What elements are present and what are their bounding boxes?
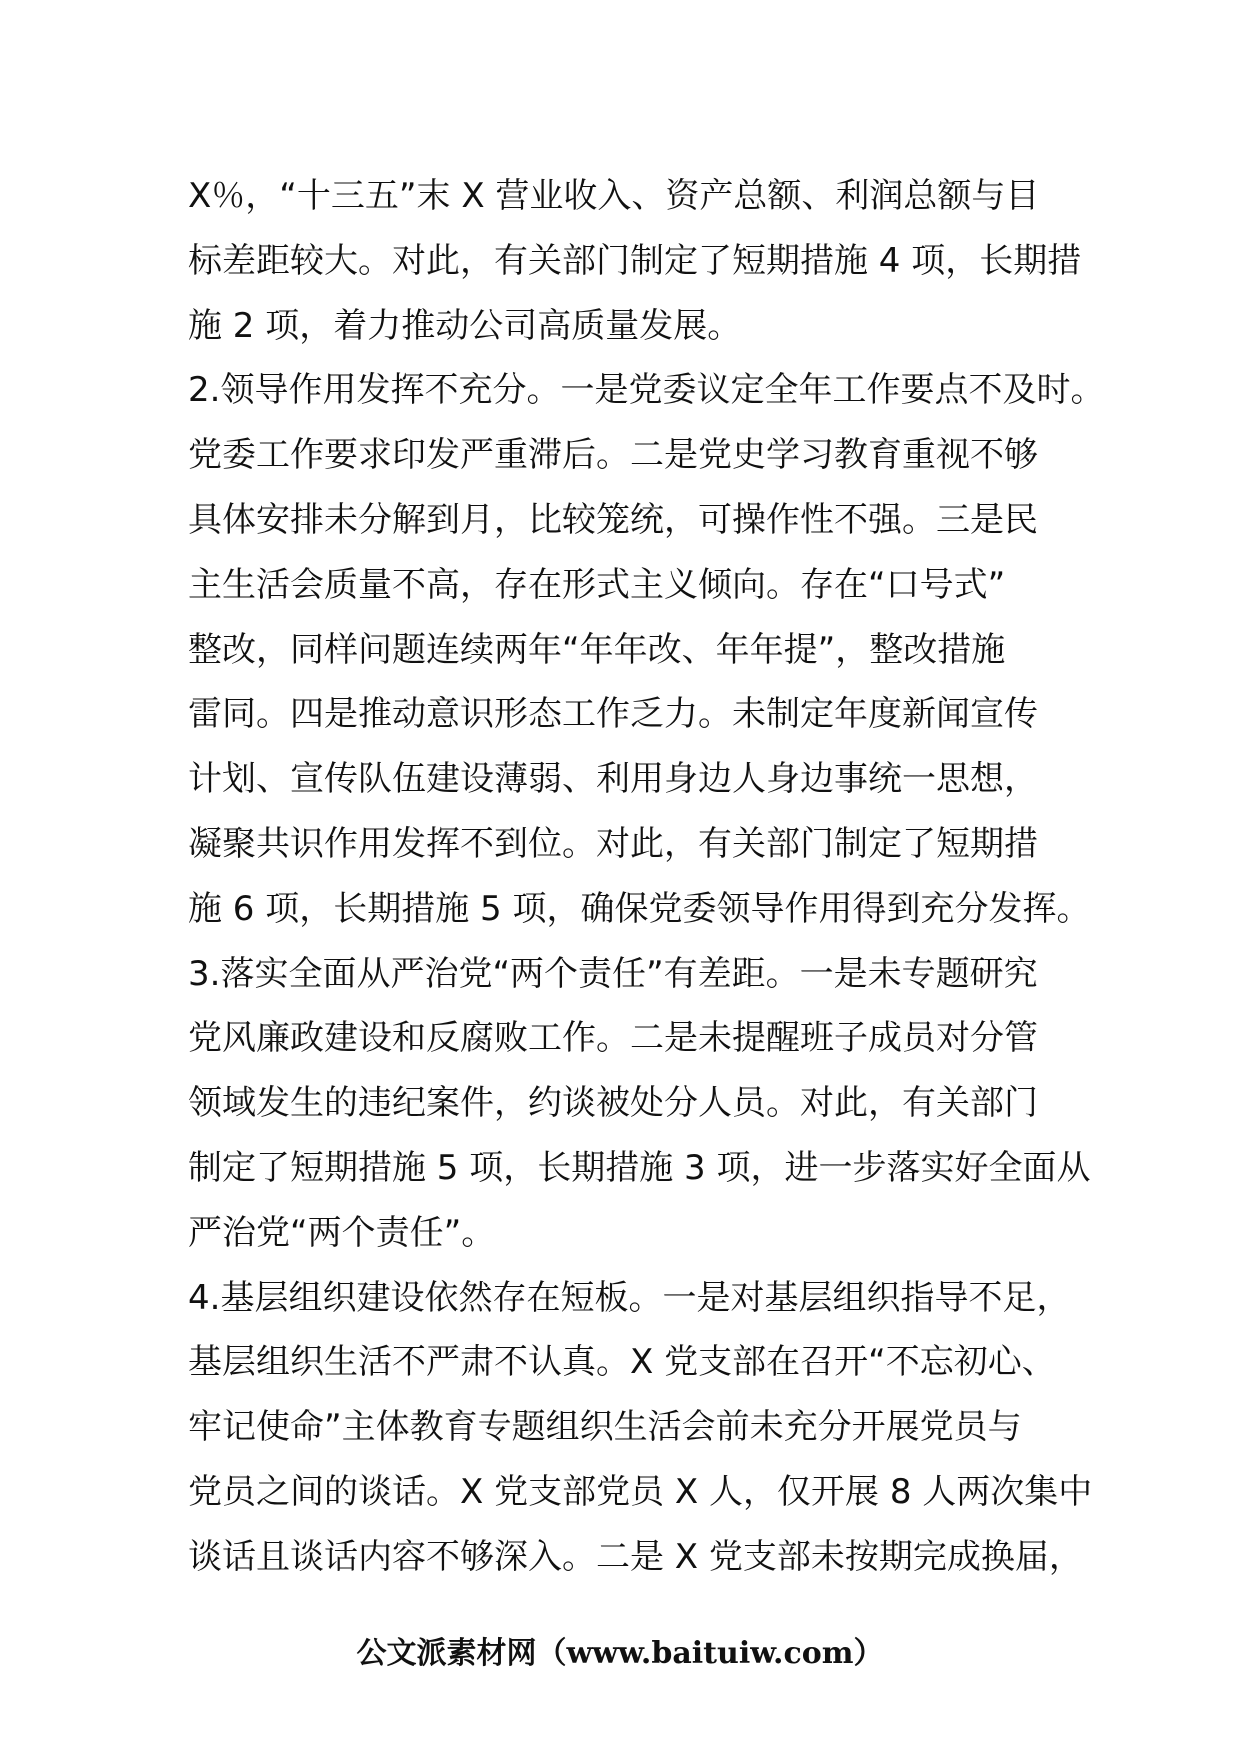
text-line: 4.基层组织建设依然存在短板。一是对基层组织指导不足， [188,1277,1071,1318]
text-line: 具体安排未分解到月，比较笼统，可操作性不强。三是民 [188,499,1038,540]
text-line: 施 6 项，长期措施 5 项，确保党委领导作用得到充分发挥。 [188,888,1091,929]
text-line: 牢记使命”主体教育专题组织生活会前未充分开展党员与 [188,1407,1022,1448]
text-line: 雷同。四是推动意识形态工作乏力。未制定年度新闻宣传 [188,694,1038,735]
footer-watermark: 公文派素材网（www.baituiw.com） [356,1636,884,1671]
text-line: 施 2 项，着力推动公司高质量发展。 [188,305,742,346]
text-line: 党委工作要求印发严重滞后。二是党史学习教育重视不够 [188,435,1038,476]
text-line: 3.落实全面从严治党“两个责任”有差距。一是未专题研究 [188,953,1038,994]
text-line: X％，“十三五”末 X 营业收入、资产总额、利润总额与目 [188,176,1040,216]
text-line: 2.领导作用发挥不充分。一是党委议定全年工作要点不及时。 [188,370,1105,411]
text-line: 凝聚共识作用发挥不到位。对此，有关部门制定了短期措 [188,823,1038,864]
body-text [188,164,1105,1590]
text-line: 领域发生的违纪案件，约谈被处分人员。对此，有关部门 [188,1083,1038,1124]
text-line: 党风廉政建设和反腐败工作。二是未提醒班子成员对分管 [188,1018,1038,1059]
text-line: 基层组织生活不严肃不认真。X 党支部在召开“不忘初心、 [188,1342,1056,1383]
text-line: 计划、宣传队伍建设薄弱、利用身边人身边事统一思想， [188,759,1038,800]
text-line: 标差距较大。对此，有关部门制定了短期措施 4 项，长期措 [188,240,1082,281]
text-line: 党员之间的谈话。X 党支部党员 X 人，仅开展 8 人两次集中 [188,1471,1093,1512]
text-line: 制定了短期措施 5 项，长期措施 3 项，进一步落实好全面从 [188,1147,1091,1188]
text-line: 整改，同样问题连续两年“年年改、年年提”，整改措施 [188,629,1006,670]
text-line: 主生活会质量不高，存在形式主义倾向。存在“口号式” [188,564,1006,605]
text-line: 谈话且谈话内容不够深入。二是 X 党支部未按期完成换届， [188,1536,1083,1577]
text-line: 严治党“两个责任”。 [188,1212,496,1253]
